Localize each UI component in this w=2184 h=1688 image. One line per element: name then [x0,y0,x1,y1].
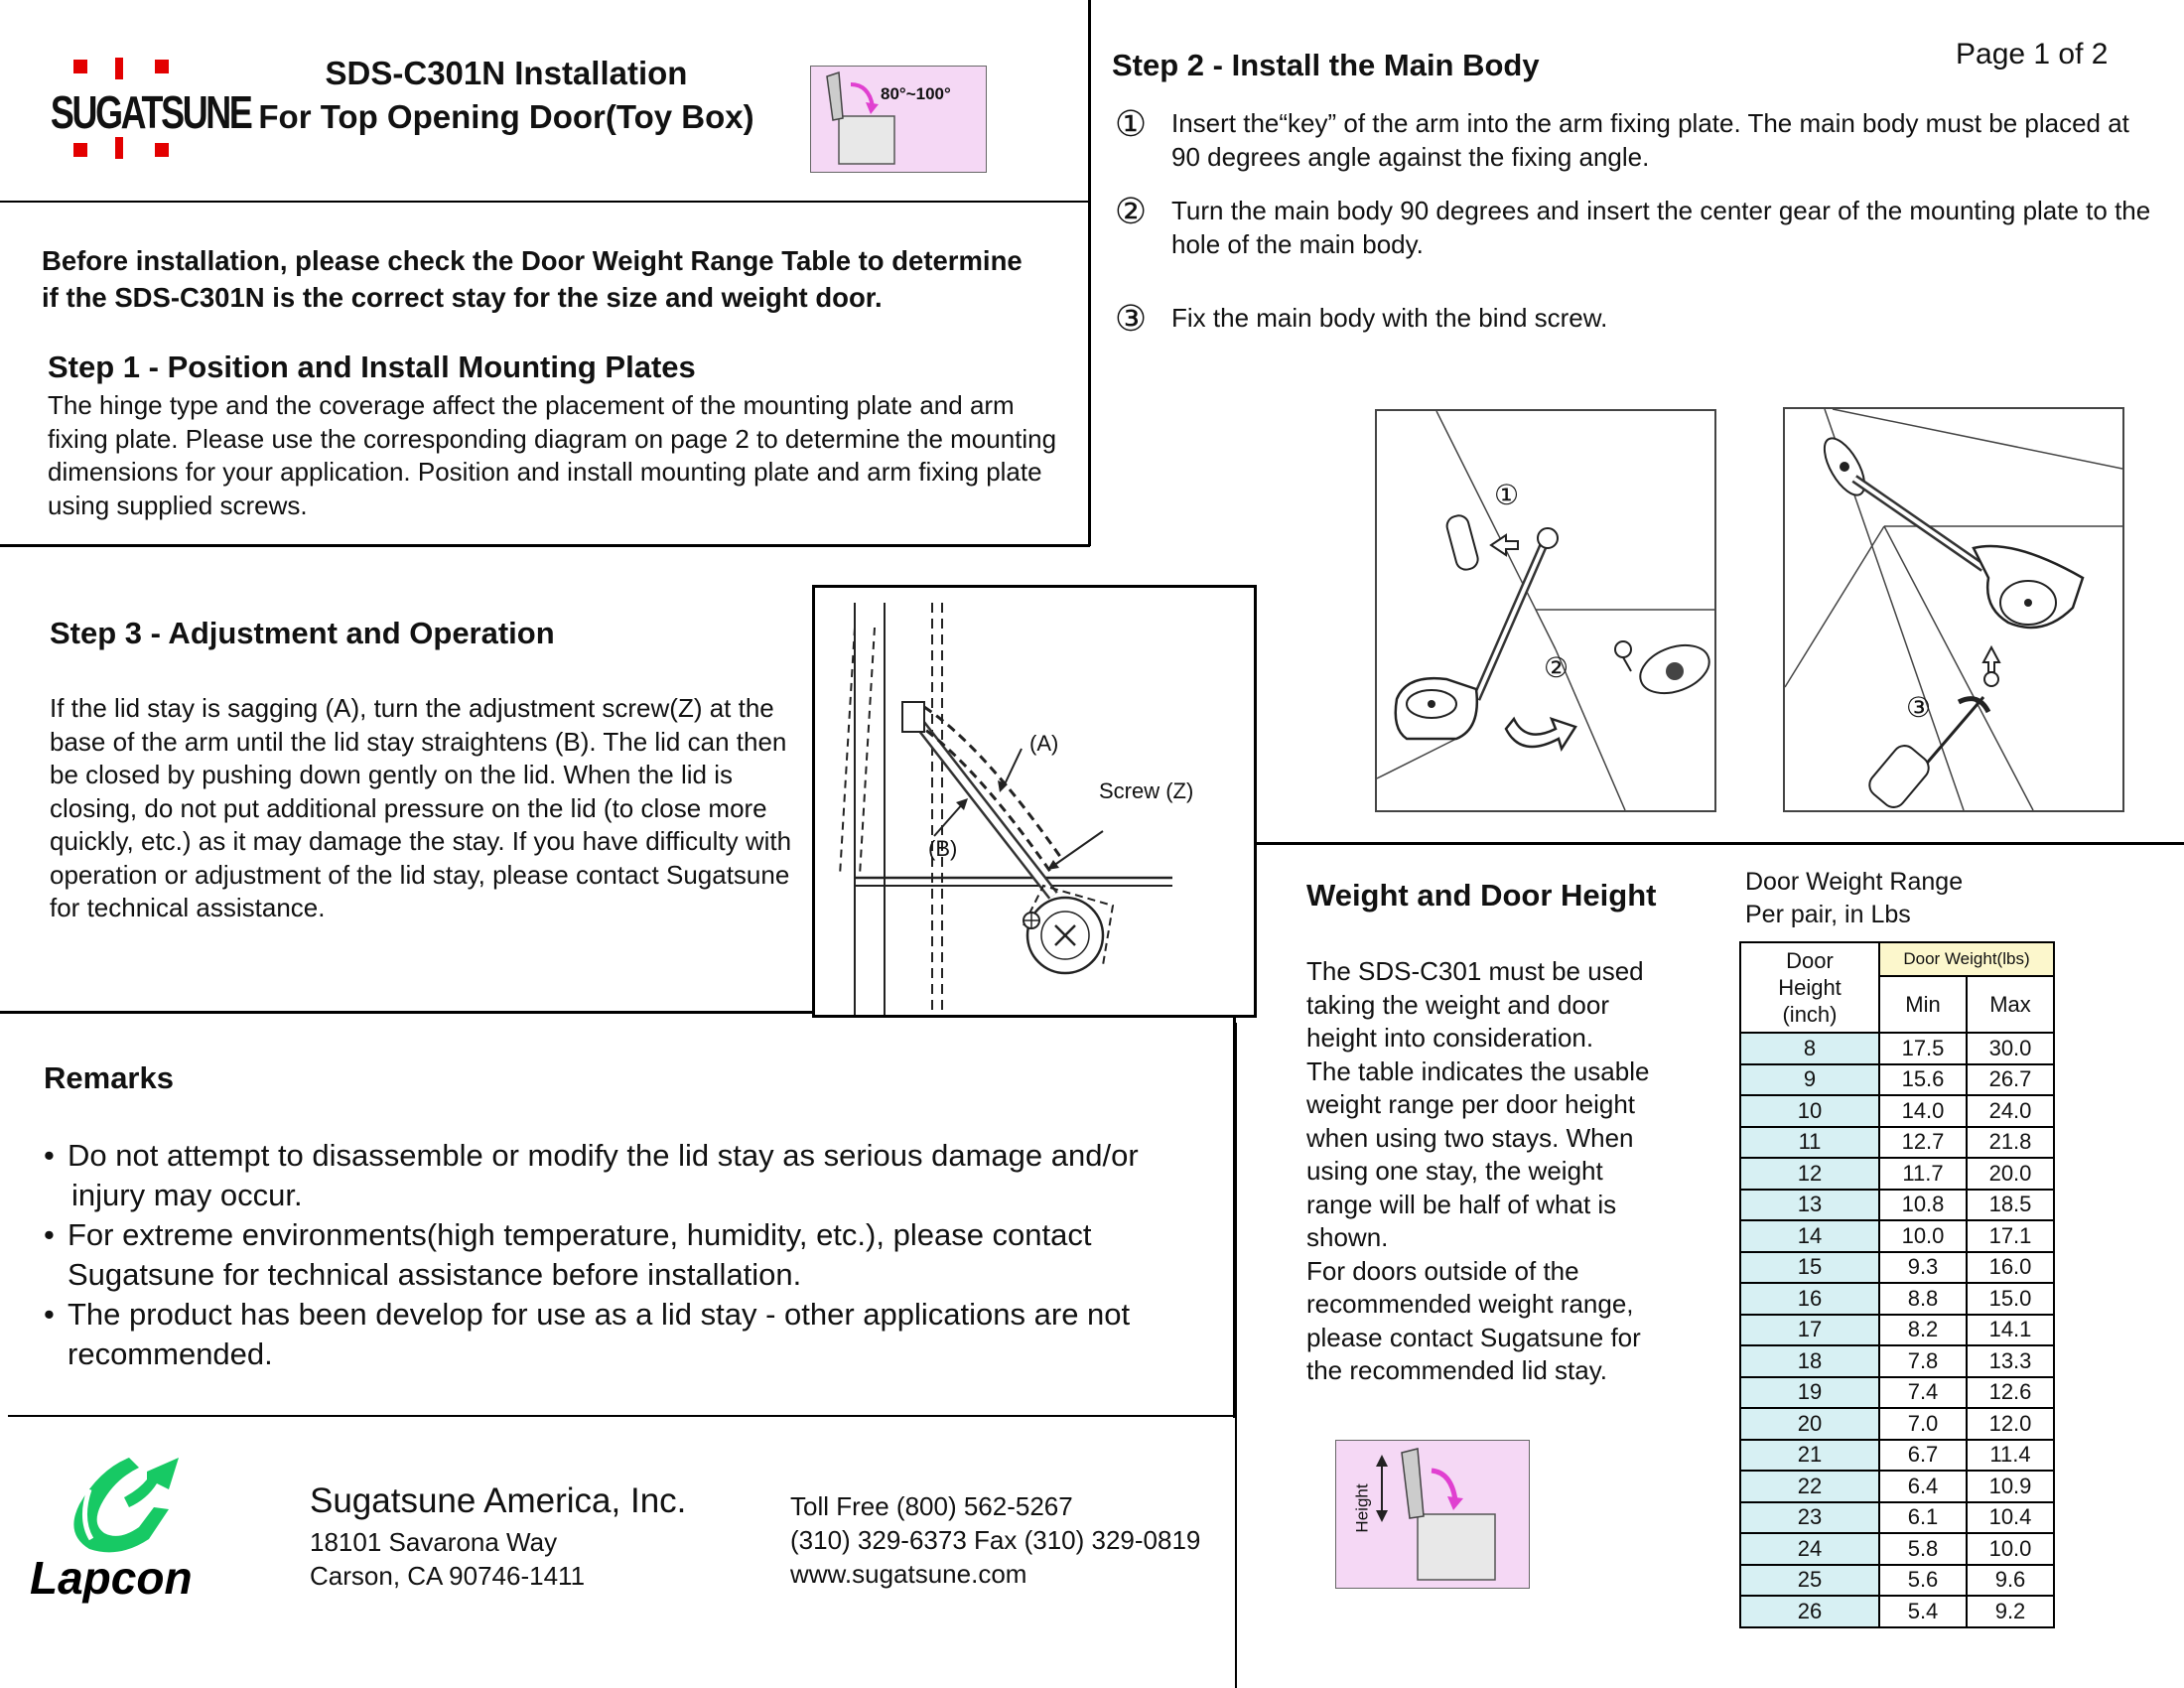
cell-height: 10 [1740,1095,1879,1127]
remarks-heading: Remarks [44,1060,174,1095]
remark-item: • The product has been develop for use as a lid stay - other applications are not recommended. [44,1297,1131,1371]
table-row [1740,1127,2054,1159]
table-row [1740,1565,2054,1597]
label-b: (B) [928,836,958,861]
cell-height: 11 [1740,1127,1879,1159]
cell-max: 30.0 [1967,1033,2054,1064]
step2-list [1114,103,2176,342]
step3-text: If the lid stay is sagging (A), turn the adjustment screw(Z) at the base of the arm until the lid stay straightens (B). The lid can then be closed by pushing down gently on the lid. When the lid is closing, do not put additional pressure on the lid (to close more quickly, etc.) as it may damage the stay. If you have difficulty with operation or adjustment of the lid stay, please contact Sugatsune for technical assistance. [50,693,792,922]
cell-height: 22 [1740,1471,1879,1502]
cell-max: 11.4 [1967,1440,2054,1472]
cell-max: 12.0 [1967,1408,2054,1440]
cell-max: 14.1 [1967,1315,2054,1346]
sugatsune-logo [30,58,251,162]
table-row [1740,1033,2054,1064]
bind-screw-illustration [1785,409,2122,810]
step1-heading: Step 1 - Position and Install Mounting Plates [48,350,696,384]
cell-height: 26 [1740,1596,1879,1627]
intro-notice: Before installation, please check the Door Weight Range Table to determine if the SDS-C301N is the correct stay for the size and weight door. [42,245,1023,313]
cell-min: 7.8 [1879,1345,1967,1377]
cell-min: 7.0 [1879,1408,1967,1440]
cell-height: 14 [1740,1220,1879,1252]
cell-height: 19 [1740,1377,1879,1409]
divider [1253,842,2184,845]
cell-max: 9.2 [1967,1596,2054,1627]
cell-min: 6.7 [1879,1440,1967,1472]
cell-max: 26.7 [1967,1064,2054,1096]
table-row [1740,1471,2054,1502]
company-name: Sugatsune America, Inc. [310,1481,687,1520]
main-body-insert-illustration [1377,411,1714,810]
weight-heading: Weight and Door Height [1306,878,1657,913]
height-label: Height [1352,1483,1372,1533]
lapcon-logo [30,1450,208,1609]
divider [0,201,1090,203]
table-row [1740,1252,2054,1284]
cell-height: 12 [1740,1158,1879,1190]
cell-height: 23 [1740,1502,1879,1534]
cell-max: 20.0 [1967,1158,2054,1190]
cell-max: 15.0 [1967,1283,2054,1315]
col-header-weight: Door Weight(lbs) [1879,942,2054,976]
cell-height: 21 [1740,1440,1879,1472]
angle-icon-box [810,66,987,173]
step2-item: ③ Fix the main body with the bind screw. [1114,298,1608,339]
cell-max: 10.4 [1967,1502,2054,1534]
table-row [1740,1095,2054,1127]
divider [0,1011,814,1014]
cell-height: 18 [1740,1345,1879,1377]
cell-min: 6.4 [1879,1471,1967,1502]
door-weight-table [1739,941,2055,1628]
contact-info [790,1489,1200,1591]
cell-max: 24.0 [1967,1095,2054,1127]
figure-label-1: ① [1494,480,1520,510]
table-caption: Door Weight Range Per pair, in Lbs [1745,868,1964,928]
table-row [1740,1440,2054,1472]
cell-height: 9 [1740,1064,1879,1096]
cell-height: 13 [1740,1190,1879,1221]
cell-height: 24 [1740,1533,1879,1565]
label-a: (A) [1029,731,1059,756]
cell-min: 17.5 [1879,1033,1967,1064]
divider [0,544,1090,547]
table-row [1740,1220,2054,1252]
col-header-min: Min [1879,976,1967,1033]
cell-height: 15 [1740,1252,1879,1284]
table-row [1740,1533,2054,1565]
toll-free-phone: Toll Free (800) 562-5267 [790,1491,1073,1521]
angle-label: 80°~100° [881,84,951,103]
cell-min: 8.8 [1879,1283,1967,1315]
website-link[interactable]: www.sugatsune.com [790,1559,1027,1589]
address-line2: Carson, CA 90746-1411 [310,1561,586,1591]
step2-item: ① Insert the“key” of the arm into the arm fixing plate. The main body must be placed at 90 degrees angle against the fixing angle. [1114,103,2129,172]
cell-max: 17.1 [1967,1220,2054,1252]
table-row [1740,1064,2054,1096]
cell-max: 10.0 [1967,1533,2054,1565]
phone-fax: (310) 329-6373 Fax (310) 329-0819 [790,1525,1201,1555]
step2-heading: Step 2 - Install the Main Body [1112,48,1540,82]
step1-text: The hinge type and the coverage affect the placement of the mounting plate and arm fixing plate. Please use the corresponding diagram on page 2 to determine the mounting dimensions for your application. Position and install mounting plate and arm fixing plate using supplied screws. [48,390,1057,520]
table-row [1740,1315,2054,1346]
table-row [1740,1283,2054,1315]
address-line1: 18101 Savarona Way [310,1527,558,1557]
table-row [1740,1190,2054,1221]
remark-item: • Do not attempt to disassemble or modify the lid stay as serious damage and/or injury may occur. [44,1138,1139,1212]
title-line1: SDS-C301N Installation [325,55,688,91]
cell-min: 10.0 [1879,1220,1967,1252]
table-row [1740,1502,2054,1534]
label-screw: Screw (Z) [1099,778,1194,803]
step3-heading: Step 3 - Adjustment and Operation [50,616,555,650]
cell-max: 18.5 [1967,1190,2054,1221]
cell-min: 6.1 [1879,1502,1967,1534]
step2-item: ② Turn the main body 90 degrees and insert the center gear of the mounting plate to the hole of the main body. [1114,191,2151,259]
divider [1088,0,1091,546]
table-row [1740,1345,2054,1377]
divider [1235,1023,1237,1688]
cell-max: 12.6 [1967,1377,2054,1409]
cell-min: 8.2 [1879,1315,1967,1346]
lapcon-text: Lapcon [30,1552,193,1604]
remark-item: • For extreme environments(high temperature, humidity, etc.), please contact Sugatsune for technical assistance before installation. [44,1217,1092,1292]
cell-max: 21.8 [1967,1127,2054,1159]
col-header-height: Door Height (inch) [1740,942,1879,1033]
bullet: • [44,1138,55,1173]
logo-text: SUGATSUNE [50,86,251,138]
cell-height: 25 [1740,1565,1879,1597]
cell-min: 12.7 [1879,1127,1967,1159]
cell-min: 5.6 [1879,1565,1967,1597]
lapcon-emblem [30,1450,208,1559]
weight-range-table [1739,941,2055,1628]
cell-height: 17 [1740,1315,1879,1346]
page-number: Page 1 of 2 [1956,38,2109,70]
cell-height: 8 [1740,1033,1879,1064]
figure-label-2: ② [1544,652,1570,683]
height-icon-box [1335,1440,1530,1589]
table-row [1740,1408,2054,1440]
lid-angle-icon [811,67,986,172]
bullet: • [44,1217,55,1252]
adjustment-diagram [812,585,1257,1018]
cell-max: 10.9 [1967,1471,2054,1502]
cell-max: 16.0 [1967,1252,2054,1284]
cell-min: 15.6 [1879,1064,1967,1096]
cell-height: 16 [1740,1283,1879,1315]
figure-label-3: ③ [1906,692,1932,723]
step2-figure-right [1783,407,2124,812]
title-line2: For Top Opening Door(Toy Box) [258,98,754,135]
cell-min: 10.8 [1879,1190,1967,1221]
company-info [310,1481,686,1593]
table-row [1740,1596,2054,1627]
weight-text: The SDS-C301 must be used taking the weight and door height into consideration. The table indicates the usable weight range per door height when using two stays. When using one stay, the weight range will be half of what is shown. For doors outside of the recommended weight range, please contact Sugatsune for the recommended lid stay. [1306,956,1650,1385]
table-row [1740,1158,2054,1190]
col-header-max: Max [1967,976,2054,1033]
cell-max: 9.6 [1967,1565,2054,1597]
step2-figure-left [1375,409,1716,812]
cell-height: 20 [1740,1408,1879,1440]
document-title [248,52,764,139]
cell-min: 5.4 [1879,1596,1967,1627]
table-row [1740,1377,2054,1409]
cell-min: 9.3 [1879,1252,1967,1284]
cell-max: 13.3 [1967,1345,2054,1377]
cell-min: 14.0 [1879,1095,1967,1127]
remarks-list [44,1136,1215,1374]
cell-min: 11.7 [1879,1158,1967,1190]
divider [8,1415,1236,1417]
cell-min: 5.8 [1879,1533,1967,1565]
bullet: • [44,1297,55,1332]
cell-min: 7.4 [1879,1377,1967,1409]
